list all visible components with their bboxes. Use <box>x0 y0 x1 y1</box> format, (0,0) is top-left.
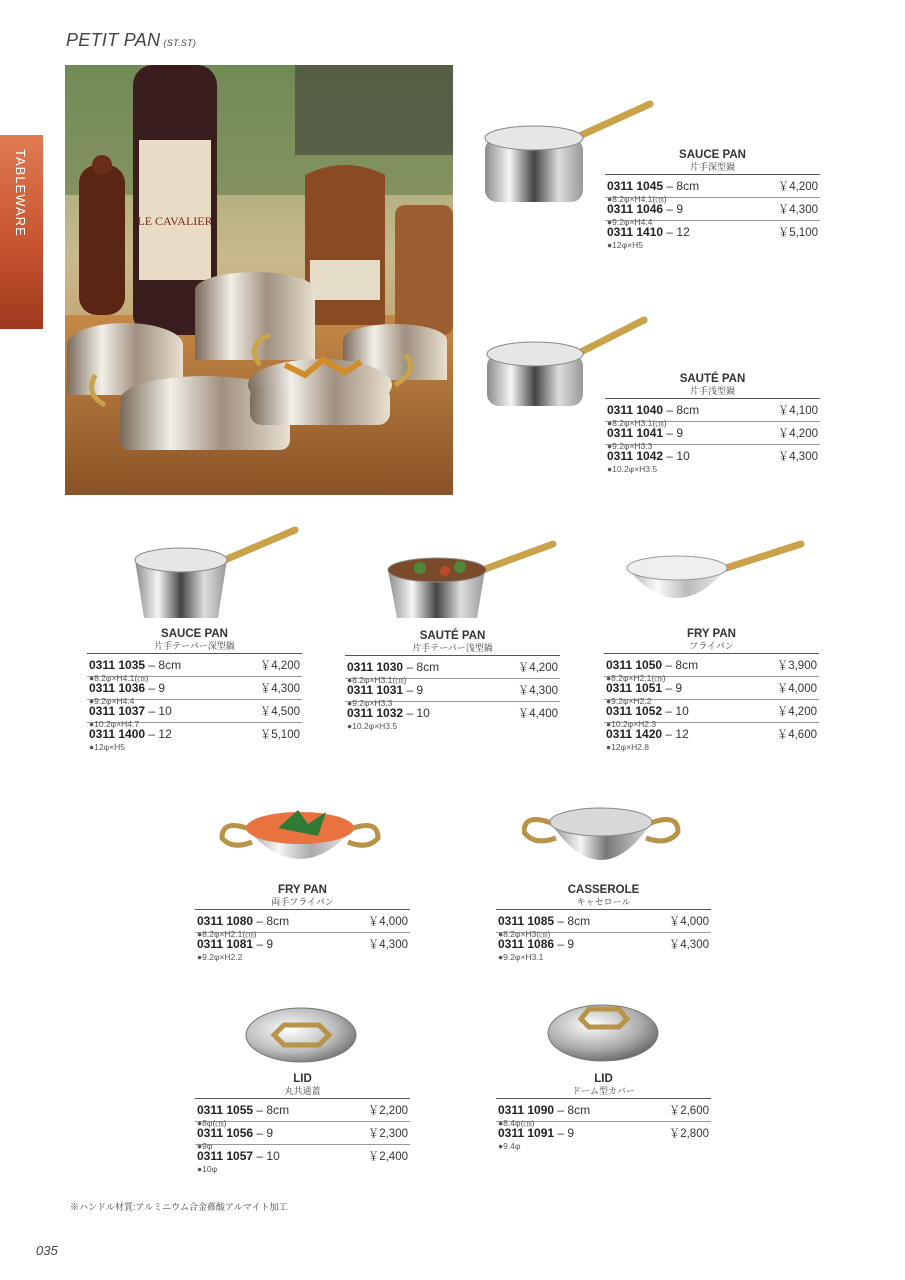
item-price: ￥2,300 <box>367 1128 408 1140</box>
product-name: CASSEROLE <box>567 884 640 896</box>
product-block <box>195 1073 410 1174</box>
item-code: 0311 1031 <box>347 683 404 697</box>
product-name: FRY PAN <box>687 628 736 640</box>
product-name-jp: 片手テーパー浅型鍋 <box>412 643 493 653</box>
item-size-sep: – <box>662 727 676 741</box>
product-name-jp: 両手フライパン <box>271 897 334 907</box>
item-size-sep: – <box>403 660 417 674</box>
item-size: 8cm <box>676 179 700 193</box>
item-code: 0311 1056 <box>197 1126 254 1140</box>
casserole-icon <box>522 802 682 879</box>
product-table <box>87 653 302 752</box>
item-dimensions: ●8.2φ×H2.1(㎝) <box>197 929 257 939</box>
item-dimensions: ●9.2φ×H3.1 <box>498 952 544 962</box>
item-dimensions: ●8.2φ×H3.1(㎝) <box>347 675 407 685</box>
item-size: 8cm <box>266 1103 290 1117</box>
item-size: 8cm <box>567 914 591 928</box>
item-size-sep: – <box>663 426 677 440</box>
table-row[interactable] <box>496 910 711 939</box>
product-block <box>496 884 711 962</box>
item-size-sep: – <box>663 202 677 216</box>
table-row[interactable] <box>496 933 711 962</box>
item-size: 8cm <box>416 660 440 674</box>
item-size: 8cm <box>676 403 700 417</box>
item-dimensions: ●9.2φ×H4.4 <box>607 217 653 227</box>
table-row[interactable] <box>87 723 302 752</box>
item-code: 0311 1036 <box>89 681 146 695</box>
product-name: LID <box>594 1073 613 1085</box>
item-size-sep: – <box>253 937 267 951</box>
product-block <box>496 1073 711 1151</box>
item-size: 8cm <box>158 658 182 672</box>
item-size-sep: – <box>253 1103 267 1117</box>
item-size-sep: – <box>662 681 676 695</box>
item-code: 0311 1051 <box>606 681 663 695</box>
item-size-sep: – <box>554 1103 568 1117</box>
item-dimensions: ●9.2φ×H4.4 <box>89 696 135 706</box>
side-tab[interactable] <box>0 135 43 329</box>
item-dimensions: ●8.2φ×H3(㎝) <box>498 929 551 939</box>
item-dimensions: ●9.2φ×H3.3 <box>607 441 653 451</box>
product-table <box>345 655 560 731</box>
table-row[interactable] <box>195 1145 410 1174</box>
item-price: ￥4,400 <box>517 708 558 720</box>
table-row[interactable] <box>605 198 820 227</box>
item-size: 9 <box>266 937 274 951</box>
item-size-sep: – <box>253 1149 267 1163</box>
item-code: 0311 1046 <box>607 202 664 216</box>
item-code: 0311 1090 <box>498 1103 555 1117</box>
product-name: SAUTÉ PAN <box>419 630 486 642</box>
item-size: 12 <box>675 727 689 741</box>
product-name-jp: ドーム型カバー <box>571 1086 635 1096</box>
product-table <box>604 653 819 752</box>
page-number: 035 <box>36 1243 58 1258</box>
product-name-jp: キャセロール <box>576 897 631 907</box>
item-size: 9 <box>676 202 684 216</box>
item-code: 0311 1035 <box>89 658 146 672</box>
table-row[interactable] <box>605 445 820 474</box>
item-price: ￥4,300 <box>777 451 818 463</box>
item-dimensions: ●12φ×H2.8 <box>606 742 650 752</box>
item-dimensions: ●9φ <box>197 1141 213 1151</box>
taper-sauce-pan-icon <box>130 522 300 627</box>
item-size: 8cm <box>675 658 699 672</box>
item-dimensions: ●8φ(㎝) <box>197 1118 227 1128</box>
product-block <box>195 884 410 962</box>
item-code: 0311 1045 <box>607 179 664 193</box>
item-price: ￥4,000 <box>668 916 709 928</box>
item-price: ￥2,800 <box>668 1128 709 1140</box>
table-row[interactable] <box>195 1099 410 1128</box>
item-code: 0311 1080 <box>197 914 254 928</box>
item-size-sep: – <box>253 1126 267 1140</box>
product-name-jp: 片手テーパー深型鍋 <box>154 641 235 651</box>
product-table <box>496 1098 711 1151</box>
taper-saute-pan-icon <box>385 538 560 628</box>
side-tab-label: TABLEWARE <box>13 149 28 237</box>
product-table <box>496 909 711 962</box>
hero-photo <box>65 65 453 495</box>
product-name: SAUTÉ PAN <box>679 373 746 385</box>
item-price: ￥4,300 <box>259 683 300 695</box>
item-code: 0311 1410 <box>607 225 664 239</box>
item-dimensions: ●12φ×H5 <box>607 240 643 250</box>
table-row[interactable] <box>605 399 820 428</box>
item-price: ￥4,000 <box>367 916 408 928</box>
item-price: ￥3,900 <box>776 660 817 672</box>
table-row[interactable] <box>605 221 820 250</box>
item-code: 0311 1040 <box>607 403 664 417</box>
item-code: 0311 1055 <box>197 1103 254 1117</box>
table-row[interactable] <box>605 175 820 204</box>
item-size-sep: – <box>663 449 677 463</box>
product-block <box>605 149 820 250</box>
table-row[interactable] <box>87 700 302 729</box>
item-price: ￥4,300 <box>777 204 818 216</box>
item-code: 0311 1091 <box>498 1126 555 1140</box>
fry-pan-icon <box>625 538 805 623</box>
item-code: 0311 1041 <box>607 426 664 440</box>
item-size: 10 <box>158 704 172 718</box>
item-price: ￥5,100 <box>259 729 300 741</box>
item-code: 0311 1400 <box>89 727 146 741</box>
item-size-sep: – <box>663 179 677 193</box>
item-dimensions: ●10.2φ×H3.5 <box>347 721 398 731</box>
item-price: ￥4,600 <box>776 729 817 741</box>
item-size: 9 <box>567 937 575 951</box>
table-row[interactable] <box>345 656 560 685</box>
item-price: ￥4,100 <box>777 405 818 417</box>
item-price: ￥4,200 <box>776 706 817 718</box>
table-row[interactable] <box>195 933 410 962</box>
item-size-sep: – <box>554 937 568 951</box>
item-price: ￥4,300 <box>668 939 709 951</box>
table-row[interactable] <box>87 654 302 683</box>
item-size-sep: – <box>663 225 677 239</box>
item-code: 0311 1030 <box>347 660 404 674</box>
table-row[interactable] <box>496 1122 711 1151</box>
item-dimensions: ●9.2φ×H2.2 <box>197 952 243 962</box>
item-price: ￥2,600 <box>668 1105 709 1117</box>
item-price: ￥4,200 <box>777 428 818 440</box>
item-dimensions: ●8.4φ(㎝) <box>498 1118 535 1128</box>
item-size: 8cm <box>567 1103 591 1117</box>
product-name: LID <box>293 1073 312 1085</box>
product-block <box>605 373 820 474</box>
item-dimensions: ●10.2φ×H2.3 <box>606 719 657 729</box>
flat-lid-icon <box>244 1005 359 1070</box>
item-size-sep: – <box>253 914 267 928</box>
item-price: ￥4,200 <box>517 662 558 674</box>
item-dimensions: ●10.2φ×H3.5 <box>607 464 658 474</box>
item-price: ￥4,300 <box>517 685 558 697</box>
item-size: 9 <box>675 681 683 695</box>
item-price: ￥4,300 <box>367 939 408 951</box>
item-code: 0311 1032 <box>347 706 404 720</box>
item-code: 0311 1050 <box>606 658 663 672</box>
item-dimensions: ●8.2φ×H3.1(㎝) <box>607 418 667 428</box>
item-size: 9 <box>158 681 166 695</box>
item-dimensions: ●10φ <box>197 1164 218 1174</box>
item-dimensions: ●9.4φ <box>498 1141 521 1151</box>
table-row[interactable] <box>605 422 820 451</box>
title-material: (ST.ST) <box>163 38 197 48</box>
product-table <box>195 909 410 962</box>
two-handle-fry-pan-icon <box>218 800 383 877</box>
item-size-sep: – <box>145 658 159 672</box>
item-size-sep: – <box>663 403 677 417</box>
item-size: 10 <box>675 704 689 718</box>
item-size: 8cm <box>266 914 290 928</box>
dome-lid-icon <box>546 997 661 1068</box>
item-code: 0311 1420 <box>606 727 663 741</box>
product-name: SAUCE PAN <box>161 628 228 640</box>
item-code: 0311 1037 <box>89 704 146 718</box>
item-size: 9 <box>676 426 684 440</box>
product-block <box>345 630 560 731</box>
table-row[interactable] <box>195 1122 410 1151</box>
product-name: FRY PAN <box>278 884 327 896</box>
bottle-label-text: LE CAVALIER <box>137 214 213 228</box>
item-price: ￥4,000 <box>776 683 817 695</box>
table-row[interactable] <box>604 700 819 729</box>
item-dimensions: ●8.2φ×H4.1(㎝) <box>89 673 149 683</box>
item-size: 12 <box>158 727 172 741</box>
item-size: 9 <box>567 1126 575 1140</box>
item-dimensions: ●12φ×H5 <box>89 742 125 752</box>
item-price: ￥4,200 <box>259 660 300 672</box>
product-name-jp: フライパン <box>689 641 734 651</box>
product-block <box>604 628 819 752</box>
item-code: 0311 1086 <box>498 937 555 951</box>
item-price: ￥2,400 <box>367 1151 408 1163</box>
product-block <box>87 628 302 752</box>
table-row[interactable] <box>345 679 560 708</box>
item-code: 0311 1042 <box>607 449 664 463</box>
product-table <box>605 398 820 474</box>
item-size-sep: – <box>554 914 568 928</box>
hero-photo-illustration <box>65 65 453 495</box>
item-size-sep: – <box>662 658 676 672</box>
item-dimensions: ●8.2φ×H2.1(㎝) <box>606 673 666 683</box>
item-code: 0311 1081 <box>197 937 254 951</box>
item-price: ￥4,200 <box>777 181 818 193</box>
item-dimensions: ●9.2φ×H3.3 <box>347 698 393 708</box>
item-size: 12 <box>676 225 690 239</box>
product-table <box>605 174 820 250</box>
item-dimensions: ●10.2φ×H4.7 <box>89 719 140 729</box>
item-dimensions: ●9.2φ×H2.2 <box>606 696 652 706</box>
product-table <box>195 1098 410 1174</box>
item-code: 0311 1057 <box>197 1149 254 1163</box>
product-name-jp: 片手深型鍋 <box>689 162 735 172</box>
product-name-jp: 丸共通蓋 <box>284 1086 321 1096</box>
table-row[interactable] <box>345 702 560 731</box>
item-price: ￥4,500 <box>259 706 300 718</box>
item-size: 10 <box>416 706 430 720</box>
item-size-sep: – <box>403 683 417 697</box>
item-dimensions: ●8.2φ×H4.1(㎝) <box>607 194 667 204</box>
table-row[interactable] <box>604 677 819 706</box>
item-size-sep: – <box>145 727 159 741</box>
item-size-sep: – <box>662 704 676 718</box>
table-row[interactable] <box>496 1099 711 1128</box>
item-size: 9 <box>266 1126 274 1140</box>
footnote: ※ハンドル材質:アルミニウム合金蓚酸アルマイト加工 <box>70 1202 288 1212</box>
item-code: 0311 1052 <box>606 704 663 718</box>
item-size-sep: – <box>145 681 159 695</box>
table-row[interactable] <box>604 723 819 752</box>
title-text: PETIT PAN <box>66 30 161 50</box>
item-price: ￥5,100 <box>777 227 818 239</box>
product-name: SAUCE PAN <box>679 149 746 161</box>
item-price: ￥2,200 <box>367 1105 408 1117</box>
item-size-sep: – <box>403 706 417 720</box>
table-row[interactable] <box>604 654 819 683</box>
item-size-sep: – <box>554 1126 568 1140</box>
table-row[interactable] <box>195 910 410 939</box>
item-size: 10 <box>676 449 690 463</box>
item-size: 10 <box>266 1149 280 1163</box>
item-size: 9 <box>416 683 424 697</box>
product-name-jp: 片手浅型鍋 <box>689 386 735 396</box>
item-code: 0311 1085 <box>498 914 555 928</box>
item-size-sep: – <box>145 704 159 718</box>
page-title <box>66 30 196 51</box>
table-row[interactable] <box>87 677 302 706</box>
